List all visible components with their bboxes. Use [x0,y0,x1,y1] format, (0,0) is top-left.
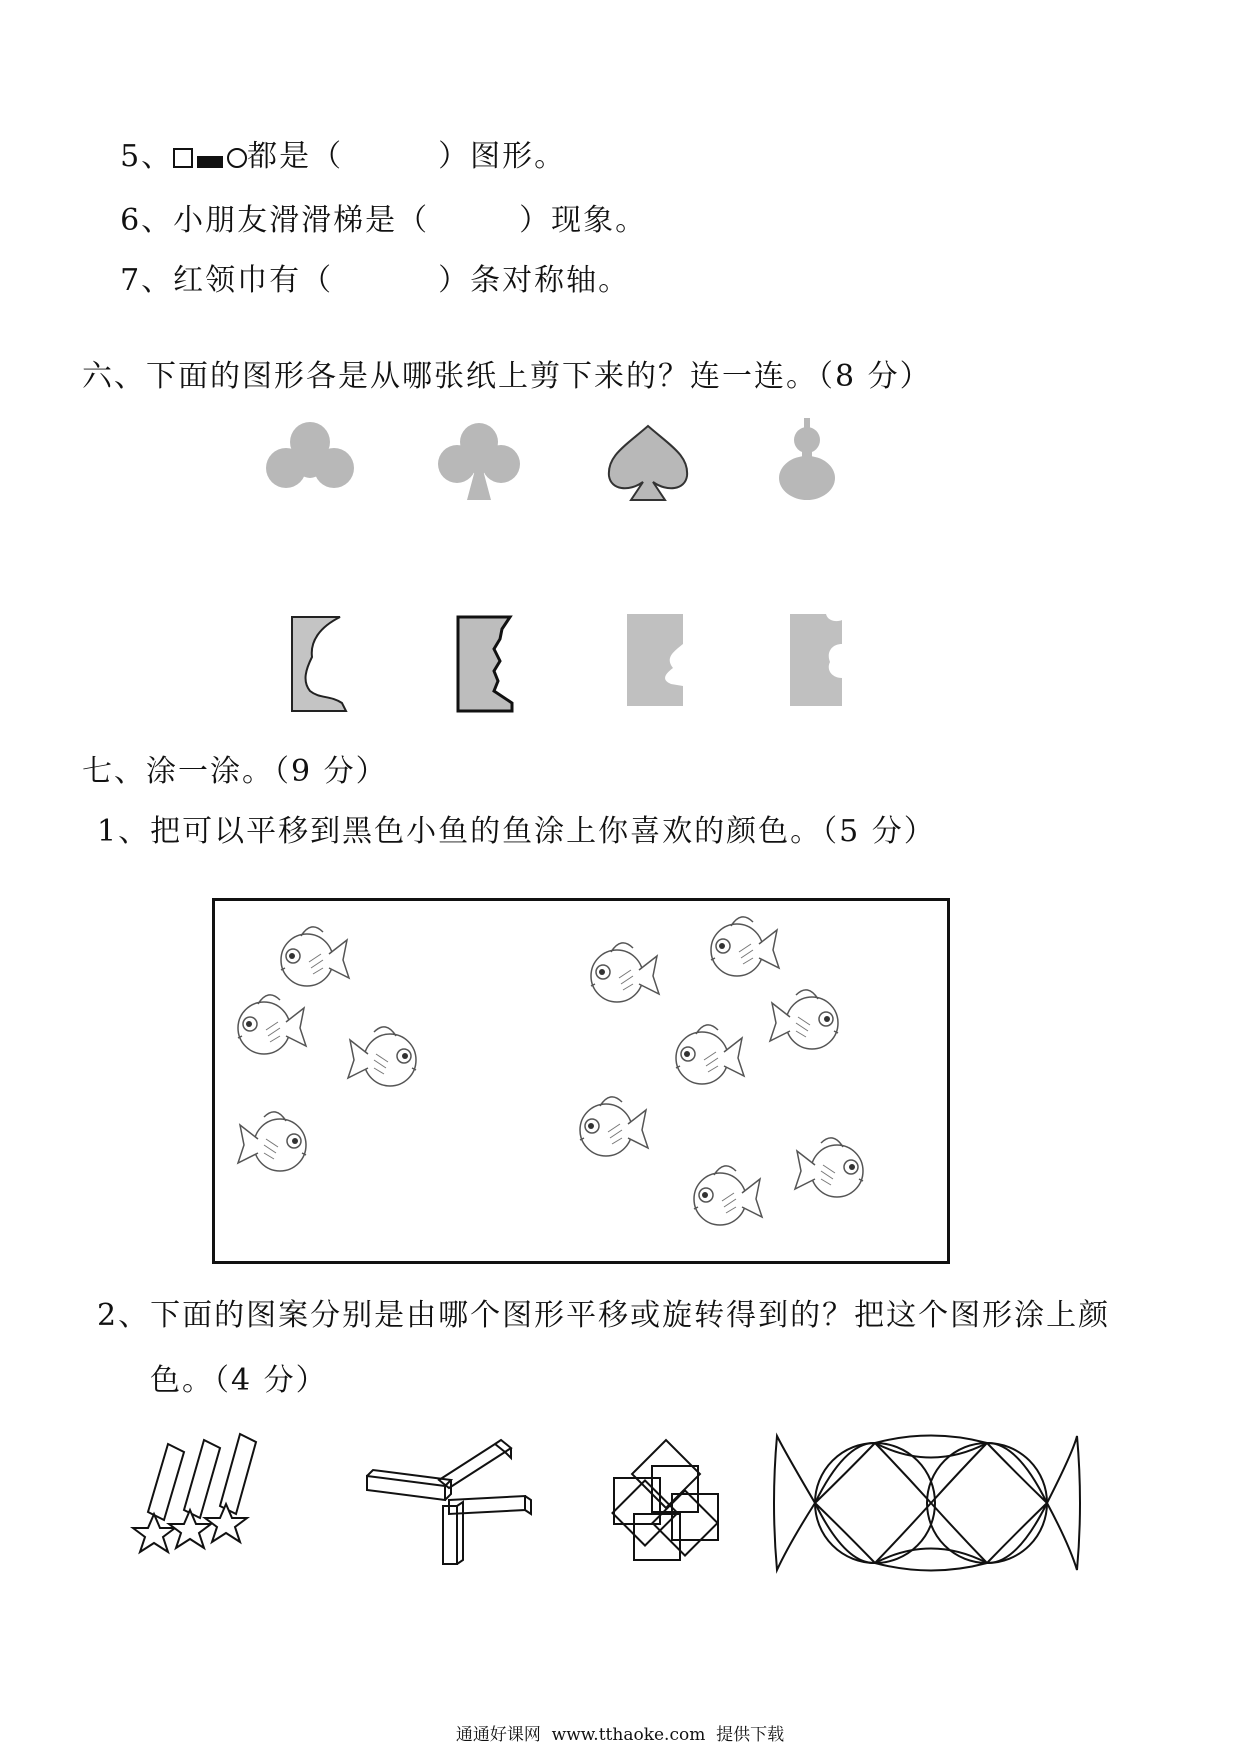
question-7-text: 7、红领巾有（ [120,263,334,298]
footer-text: 通通好课网 www.tthaoke.com 提供下载 [455,1725,785,1745]
fish[interactable] [711,917,779,976]
fish[interactable] [770,990,838,1049]
fish[interactable] [591,943,659,1002]
fish[interactable] [281,927,349,986]
folded-paper-4[interactable] [788,612,844,708]
spade-shape[interactable] [605,422,691,504]
section-7-title: 七、涂一涂。（9 分） [82,754,388,789]
section-6-title: 六、下面的图形各是从哪张纸上剪下来的？连一连。（8 分） [82,359,932,394]
club-shape[interactable] [433,420,525,502]
beam-pattern[interactable] [365,1440,535,1570]
folded-paper-3[interactable] [625,612,685,708]
folded-paper-2[interactable] [456,615,516,715]
section-7-question-2-line-1: 2、下面的图案分别是由哪个图形平移或旋转得到的？把这个图形涂上颜 [97,1298,1111,1333]
square-pinwheel-pattern[interactable] [592,1430,742,1568]
fish-area [212,898,950,1264]
question-5-close: ）图形。 [438,139,567,174]
fish[interactable] [238,995,306,1054]
fish[interactable] [580,1097,648,1156]
question-5-text: 都是（ [247,139,344,174]
fish[interactable] [795,1138,863,1197]
fish[interactable] [694,1166,762,1225]
question-5-number: 5、 [120,139,174,174]
question-7-close: ）条对称轴。 [438,263,631,298]
section-7-question-1: 1、把可以平移到黑色小鱼的鱼涂上你喜欢的颜色。（5 分） [97,814,936,849]
fish[interactable] [348,1027,416,1086]
gourd-shape[interactable] [774,418,840,502]
question-6-close: ）现象。 [519,203,648,238]
folded-paper-1[interactable] [290,615,352,715]
fish[interactable] [238,1112,306,1171]
question-6-text: 6、小朋友滑滑梯是（ [120,203,430,238]
star-bar-pattern[interactable] [128,1430,288,1565]
fish[interactable] [676,1025,744,1084]
section-7-question-2-line-2: 色。（4 分） [150,1363,328,1398]
trefoil-shape[interactable] [262,420,358,500]
question-7 [97,221,630,301]
circle-petal-pattern[interactable] [775,1432,1080,1574]
